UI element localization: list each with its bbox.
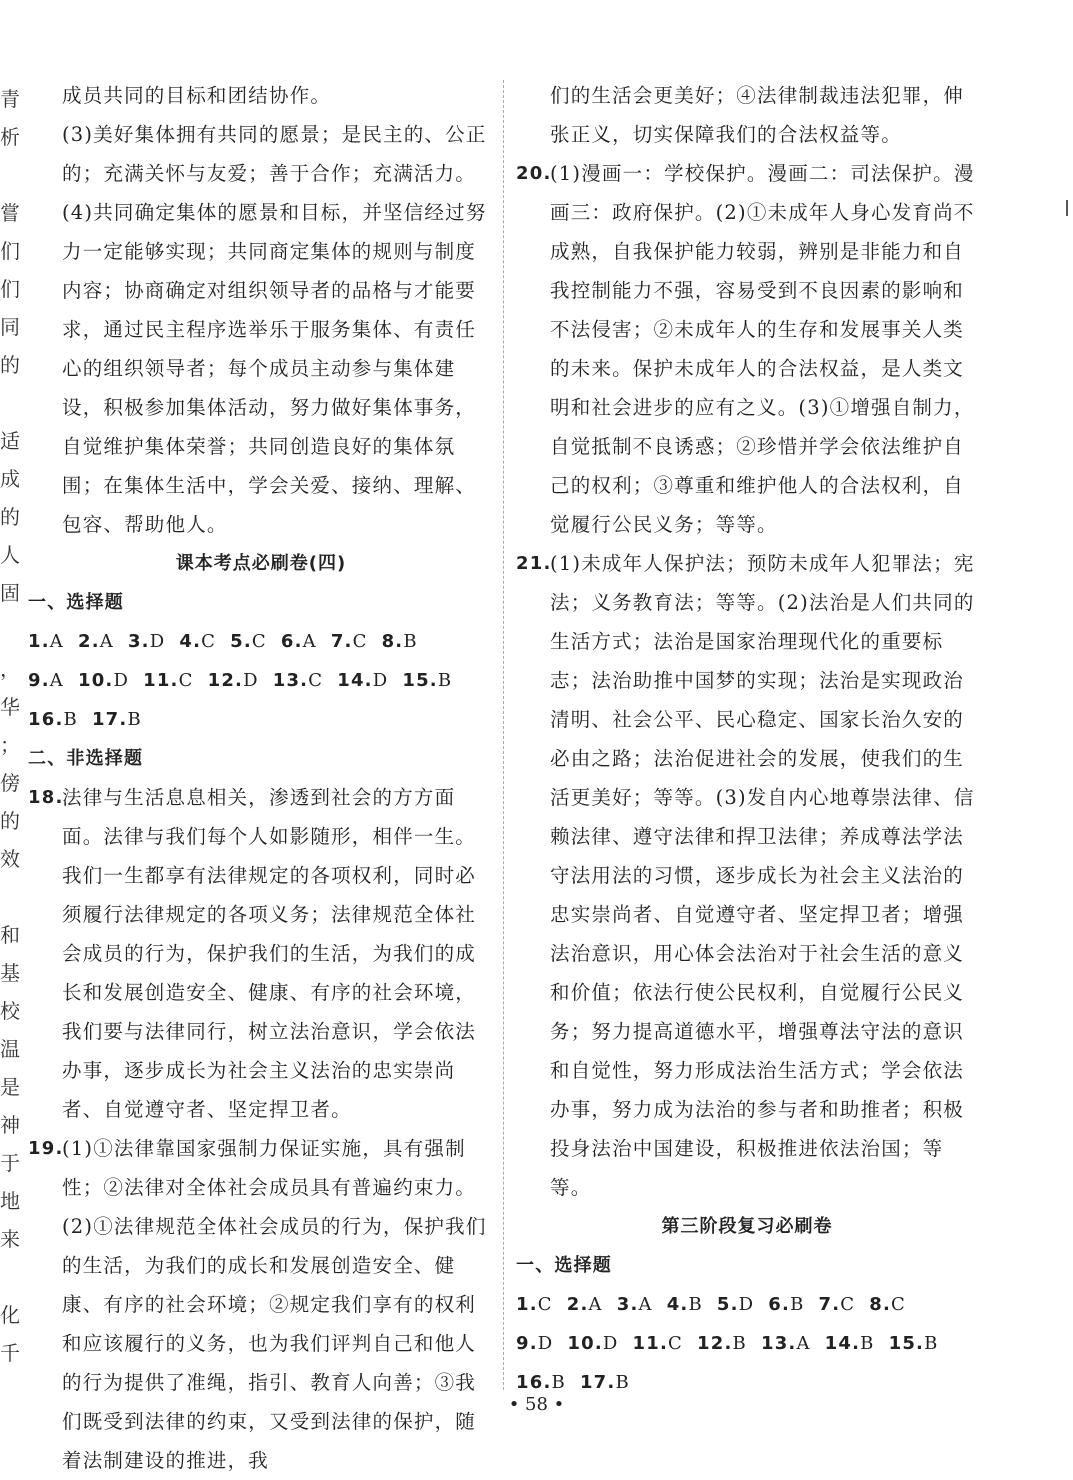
answer-letter: D [149,631,166,652]
answer-item [28,700,78,739]
answer-text: (1)未成年人保护法；预防未成年人犯罪法；宪法；义务教育法；等等。(2)法治是人们共同的生活方式；法治是国家治理现代化的重要标志；法治助推中国梦的实现；法治是实现政治清明、社会公平、民心稳定、国家长治久安的必由之路；法治促进社会的发展，使我们的生活更美好；等等。(3)发自内心地尊崇法律、信赖法律、遵守法律和捍卫法律；养成尊法学法守法用法的习惯，逐步成长为社会主义法治的忠实崇尚者、自觉遵守者、坚定捍卫者；增强法治意识，用心体会法治对于社会生活的意义和价值；依法行使公民权利，自觉履行公民义务；努力提高道德水平，增强尊法守法的意识和自觉性，努力形成法治生活方式；学会依法办事，努力成为法治的参与者和助推者；积极投身法治中国建设，积极推进依法治国；等等。 [550,552,975,1199]
answer-row [28,661,494,700]
margin-char [0,384,22,422]
answer-item [667,1285,703,1324]
margin-char: 是 [0,1075,20,1099]
answer-number: 8. [869,1294,892,1315]
margin-char: 于 [0,1151,20,1175]
answer-number: 6. [768,1294,791,1315]
margin-fragment-text [0,80,22,1400]
answer-letter: D [243,670,259,691]
answer-number: 4. [666,1294,689,1315]
answer-number: 17. [579,1372,616,1393]
margin-char: 固 [0,581,20,605]
answer-row [28,622,494,661]
answer-number: 13. [760,1333,797,1354]
answer-item [567,1285,603,1324]
answer-number: 7. [330,631,353,652]
answer-letter: A [49,670,64,691]
answer-row [516,1285,978,1324]
question-number: 18. [28,787,64,808]
question-20 [516,154,978,544]
answer-letter: C [201,631,217,652]
question-number: 19. [28,1138,64,1159]
answer-item [717,1285,754,1324]
answer-letter: A [49,631,64,652]
answer-number: 14. [824,1333,861,1354]
answer-number: 10. [77,670,114,691]
answer-number: 12. [697,1333,733,1354]
margin-char: 基 [0,961,20,985]
answer-item [208,661,259,700]
answer-letter: C [352,631,368,652]
answer-number: 10. [567,1333,603,1354]
answer-item [143,661,193,700]
answer-letter: C [251,631,267,652]
answer-number: 6. [280,631,303,652]
answer-number: 4. [179,631,202,652]
answer-letter: A [302,631,317,652]
paragraph-q-3: (3)美好集体拥有共同的愿景；是民主的、公正的；充满关怀与友爱；善于合作；充满活力。 [62,123,487,185]
answer-item [825,1324,875,1363]
nonchoice-heading: 二、非选择题 [28,748,144,769]
choice-answers [516,1285,978,1402]
margin-char: 地 [0,1189,20,1213]
answer-letter: B [790,1294,805,1315]
answer-number: 16. [516,1372,552,1393]
answer-number: 15. [402,670,438,691]
answer-item [633,1324,683,1363]
answer-item [617,1285,653,1324]
answer-letter: C [891,1294,906,1315]
answer-item [889,1324,939,1363]
page-number: • 58 • [508,1394,565,1415]
answer-item [761,1324,811,1363]
left-column [28,76,494,1480]
answer-number: 1. [28,631,50,652]
question-19 [28,1129,494,1480]
margin-char: 的 [0,505,20,529]
answer-number: 8. [381,631,404,652]
answer-letter: A [638,1294,653,1315]
margin-char: 华 [0,695,20,719]
answer-row [516,1324,978,1363]
margin-char: 神 [0,1113,20,1137]
margin-char [0,878,22,916]
answer-item [567,1324,618,1363]
answer-number: 17. [91,709,128,730]
question-21 [516,544,978,1207]
margin-char: 化 [0,1303,20,1327]
choice-heading: 一、选择题 [516,1255,612,1276]
margin-char: 青 [0,87,20,111]
margin-char: 和 [0,923,20,947]
answer-item [28,622,64,661]
answer-text: 法律与生活息息相关，渗透到社会的方方面面。法律与我们每个人如影随形，相伴一生。我们一生都享有法律规定的各项权利，同时必须履行法律规定的各项义务；法律规范全体社会成员的行为，保护我们的生活，为我们的成长和发展创造安全、健康、有序的社会环境，我们要与法律同行，树立法治意识，学会依法办事，逐步成长为社会主义法治的忠实崇尚者、自觉遵守者、坚定捍卫者。 [62,786,477,1121]
answer-letter: D [602,1333,619,1354]
answer-letter: C [308,670,324,691]
margin-char: 的 [0,353,20,377]
answer-letter: D [738,1294,755,1315]
answer-letter: B [860,1333,875,1354]
margin-char: 傍 [0,771,20,795]
answer-letter: C [668,1333,684,1354]
answer-letter: B [551,1372,566,1393]
answer-item [92,700,142,739]
answer-letter: B [403,631,418,652]
question-number: 21. [516,553,552,574]
answer-letter: D [372,670,389,691]
answer-letter: A [796,1333,811,1354]
margin-char: 校 [0,999,20,1023]
margin-char: 们 [0,239,20,263]
answer-letter: B [615,1372,630,1393]
section-title: 第三阶段复习必刷卷 [661,1216,833,1237]
answer-number: 11. [632,1333,669,1354]
answer-number: 11. [143,670,179,691]
answer-text: (1)漫画一：学校保护。漫画二：司法保护。漫画三：政府保护。(2)①未成年人身心发育尚不成熟，自我保护能力较弱，辨别是非能力和自我控制能力不强，容易受到不良因素的影响和不法侵害；②未成年人的生存和发展事关人类的未来。保护未成年人的合法权益，是人类文明和社会进步的应有之义。(3)①增强自制力，自觉抵制不良诱惑；②珍惜并学会依法维护自己的权利；③尊重和维护他人的合法权利，自觉履行公民义务；等等。 [550,162,975,536]
edge-mark [1066,200,1068,216]
margin-char: 效 [0,847,20,871]
choice-answers [28,622,494,739]
answer-letter: C [178,670,194,691]
answer-number: 7. [818,1294,841,1315]
margin-char: 们 [0,277,20,301]
margin-char: 嘗 [0,201,20,225]
right-column [516,76,978,1402]
paragraph-cont: 们的生活会更美好；④法律制裁违法犯罪，伸张正义，切实保障我们的合法权益等。 [550,84,965,146]
answer-text: (1)①法律靠国家强制力保证实施，具有强制性；②法律对全体社会成员具有普遍约束力。(2)①法律规范全体社会成员的行为，保护我们的生活，为我们的成长和发展创造安全、健康、有序的社会环境；②规定我们享有的权利和应该履行的义务，也为我们评判自己和他人的行为提供了准绳，指引、教育人向善；③我们既受到法律的约束，又受到法律的保护，随着法制建设的推进，我 [62,1137,487,1472]
answer-item [78,622,114,661]
answer-number: 2. [77,631,100,652]
answer-letter: D [537,1333,554,1354]
answer-item [78,661,129,700]
answer-number: 5. [230,631,252,652]
answer-number: 16. [28,709,64,730]
margin-char [0,1258,22,1296]
answer-item [516,1324,553,1363]
paragraph-q-4: (4)共同确定集体的愿景和目标，并坚信经过努力一定能够实现；共同商定集体的规则与制度内容；协商确定对组织领导者的品格与才能要求，通过民主程序选举乐于服务集体、有责任心的组织领导者；每个成员主动参与集体建设，积极参加集体活动，努力做好集体事务，自觉维护集体荣誉；共同创造良好的集体氛围；在集体生活中，学会关爱、接纳、理解、包容、帮助他人。 [62,201,487,536]
answer-number: 12. [207,670,244,691]
margin-char: 千 [0,1341,20,1365]
answer-letter: B [63,709,78,730]
margin-char: ； [0,733,20,757]
answer-item [819,1285,856,1324]
margin-char: ， [0,657,20,681]
question-number: 20. [516,163,552,184]
answer-item [273,661,323,700]
margin-char: 适 [0,429,20,453]
paragraph-cont: 成员共同的目标和团结协作。 [62,84,332,107]
question-18 [28,778,494,1129]
answer-letter: B [924,1333,939,1354]
answer-number: 9. [516,1333,538,1354]
margin-char: 温 [0,1037,20,1061]
answer-letter: C [840,1294,856,1315]
answer-item [337,661,388,700]
answer-item [331,622,368,661]
section-title: 课本考点必刷卷(四) [175,553,347,574]
answer-number: 13. [272,670,309,691]
choice-heading: 一、选择题 [28,592,124,613]
answer-letter: D [113,670,130,691]
margin-char: 人 [0,543,20,567]
answer-letter: B [688,1294,703,1315]
answer-item [230,622,267,661]
answer-letter: B [437,670,453,691]
answer-number: 9. [28,670,50,691]
answer-number: 3. [127,631,150,652]
margin-char [0,156,22,194]
answer-item [179,622,216,661]
answer-number: 2. [566,1294,589,1315]
answer-item [869,1285,906,1324]
margin-char [0,612,22,650]
answer-letter: B [732,1333,747,1354]
answer-number: 3. [616,1294,639,1315]
answer-item [281,622,317,661]
answer-item [516,1285,553,1324]
answer-letter: C [537,1294,553,1315]
answer-row [28,700,494,739]
answer-number: 5. [716,1294,739,1315]
answer-item [128,622,165,661]
answer-letter: A [99,631,114,652]
margin-char: 成 [0,467,20,491]
answer-letter: B [127,709,142,730]
answer-letter: A [588,1294,603,1315]
margin-char: 同 [0,315,20,339]
margin-char: 析 [0,125,20,149]
answer-number: 15. [888,1333,925,1354]
answer-number: 1. [516,1294,538,1315]
answer-item [697,1324,747,1363]
margin-char: 的 [0,809,20,833]
margin-char: 来 [0,1227,20,1251]
answer-item [402,661,452,700]
answer-item [768,1285,804,1324]
answer-item [28,661,64,700]
column-divider [503,80,504,1390]
answer-number: 14. [337,670,373,691]
answer-item [382,622,418,661]
